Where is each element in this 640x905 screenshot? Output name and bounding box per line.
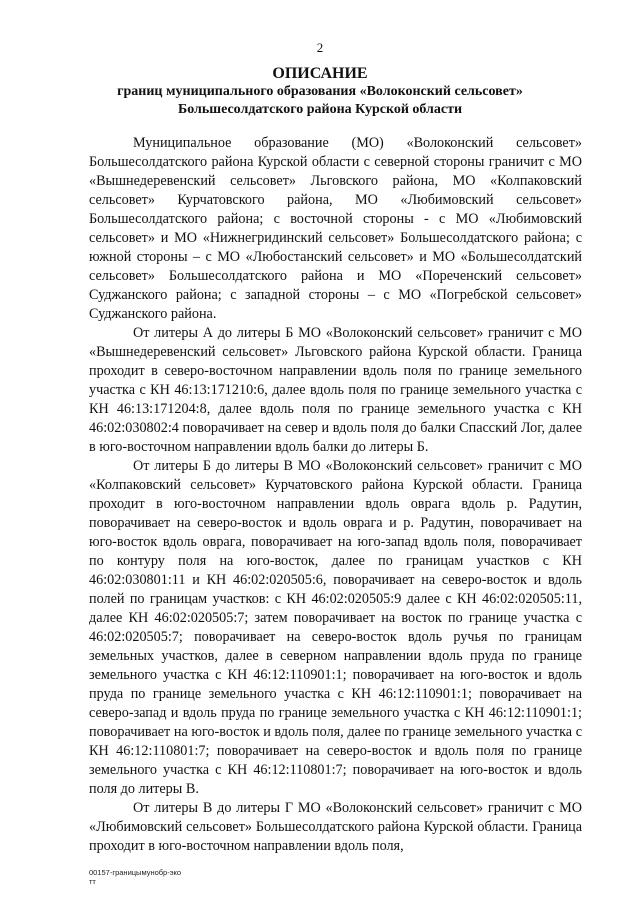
paragraph-general: Муниципальное образование (МО) «Волоконский сельсовет» Большесолдатского района Курской области с северной стороны граничит с МО «Вышнедеревенский сельсовет» Льговского района, МО «Колпаковский сельсовет» Курчатовского района, МО «Любимовский сельсовет» Большесолдатского района; с восточной стороны - с МО «Любимовский сельсовет» и МО «Нижнегридинский сельсовет» Большесолдатского района; с южной стороны – с МО «Любостанский сельсовет» и МО «Большесолдатский сельсовет» Большесолдатского района и МО «Пореченский сельсовет» Суджанского района; с западной стороны – с МО «Погребской сельсовет» Суджанского района. — [89, 135, 582, 322]
document-subtitle-line1: границ муниципального образования «Волоконский сельсовет» — [117, 84, 523, 99]
paragraph-a-to-b: От литеры А до литеры Б МО «Волоконский сельсовет» граничит с МО «Вышнедеревенский сельсовет» Льговского района Курской области. Граница проходит в северо-восточном направлении вдоль поля по границе земельного участка с КН 46:13:171210:6, далее вдоль поля по границе земельного участка с КН 46:13:171204:8, далее вдоль поля по границе земельного участка с КН 46:02:030802:4 поворачивает на север и вдоль поля до балки Спасский Лог, далее в юго-восточном направлении вдоль балки до литеры Б. — [89, 325, 582, 455]
document-heading — [60, 64, 580, 119]
footer-initials: тт — [89, 877, 96, 886]
document-title: ОПИСАНИЕ — [272, 65, 368, 82]
page-number: 2 — [316, 40, 324, 55]
paragraph-v-to-g: От литеры В до литеры Г МО «Волоконский сельсовет» граничит с МО «Любимовский сельсовет» Большесолдатского района Курской области. Граница проходит в юго-восточном направлении вдоль поля, — [89, 800, 582, 854]
document-subtitle-line2: Большесолдатского района Курской области — [177, 102, 463, 117]
paragraph-b-to-v: От литеры Б до литеры В МО «Волоконский сельсовет» граничит с МО «Колпаковский сельсовет» Курчатовского района Курской области. Граница проходит в юго-восточном направлении вдоль оврага вдоль р. Радутин, поворачивает на северо-восток и вдоль оврага и р. Радутин, поворачивает на юго-восток вдоль оврага, поворачивает на юго-запад вдоль поля, поворачивает по контуру поля на юго-восток, далее по границам участков с КН 46:02:030801:11 и КН 46:02:020505:6, поворачивает на северо-восток и вдоль полей по границам участков: с КН 46:02:020505:9 далее с КН 46:02:020505:11, далее КН 46:02:020505:7; затем поворачивает на восток по границе участка с 46:02:020505:7; поворачивает на северо-восток вдоль ручья по границам земельных участков, далее в северном направлении вдоль пруда по границе земельного участка с КН 46:12:110901:1; поворачивает на юго-восток и вдоль пруда по границе земельного участка с КН 46:12:110901:1; поворачивает на северо-запад и вдоль пруда по границе земельного участка с КН 46:12:110901:1; поворачивает на юго-восток и вдоль поля, далее по границе земельного участка с КН 46:12:110801:7; поворачивает на северо-восток и вдоль поля по границе земельного участка с КН 46:12:110801:7; поворачивает на юго-восток и вдоль поля до литеры В. — [89, 458, 582, 797]
document-footer — [89, 868, 181, 886]
footer-file-code: 00157-границымунобр-эко — [89, 868, 182, 877]
document-body — [89, 134, 582, 856]
